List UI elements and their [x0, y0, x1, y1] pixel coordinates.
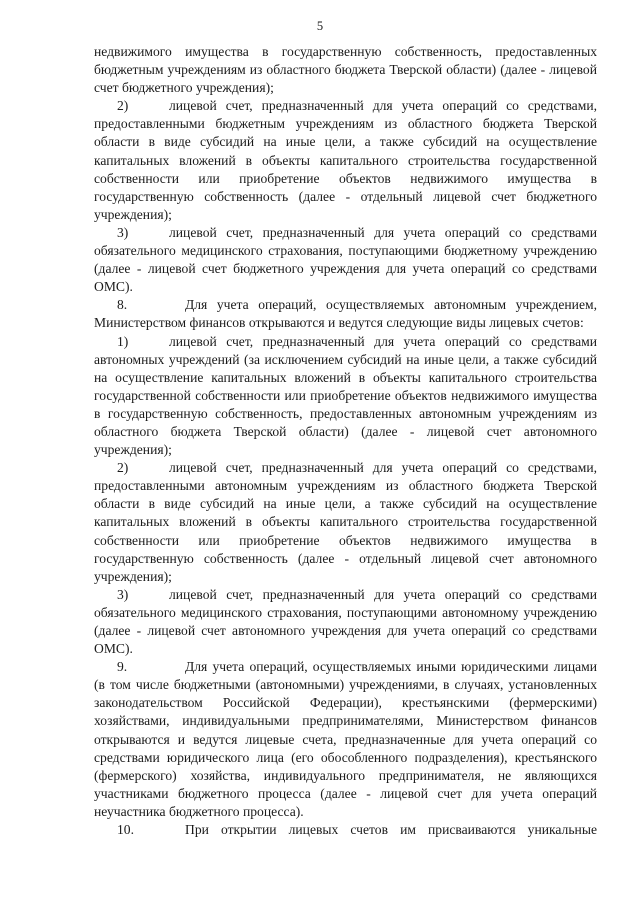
clause-number: 8.	[117, 297, 128, 313]
paragraph-continuation	[94, 43, 597, 97]
clause-8	[94, 296, 597, 332]
clause-9	[94, 658, 597, 821]
item-number: 3)	[117, 224, 129, 240]
paragraph-text: лицевой счет, предназначенный для учета операций со средствами обязательного медицинского страхования, поступающими автономному учреждению (далее - лицевой счет автономного учреждения для учета операций со средствами ОМС).	[94, 586, 597, 657]
list-item-1	[94, 333, 597, 460]
list-item-3	[94, 586, 597, 658]
clause-10	[94, 821, 597, 839]
paragraph-text: лицевой счет, предназначенный для учета операций со средствами, предоставленными бюджетным учреждениям из областного бюджета Тверской области в виде субсидий на иные цели, а также субсидий на осуществление капитальных вложений в объекты капитального строительства государственной собственности или приобретение объектов недвижимого имущества в государственную собственность (далее - отдельный лицевой счет бюджетного учреждения);	[94, 98, 597, 222]
paragraph-text: Для учета операций, осуществляемых автономным учреждением, Министерством финансов открываются и ведутся следующие виды лицевых счетов:	[94, 297, 597, 331]
item-number: 2)	[117, 98, 129, 114]
paragraph-text: недвижимого имущества в государственную собственность, предоставленных бюджетным учреждениям из областного бюджета Тверской области) (далее - лицевой счет бюджетного учреждения);	[94, 44, 597, 96]
paragraph-text: лицевой счет, предназначенный для учета операций со средствами, предоставленными автономным учреждениям из областного бюджета Тверской области в виде субсидий на иные цели, а также субсидий на осуществление капитальных вложений в объекты капитального строительства государственной собственности или приобретение объектов недвижимого имущества в государственную собственность (далее - отдельный лицевой счет автономного учреждения);	[94, 460, 597, 584]
paragraph-text: лицевой счет, предназначенный для учета операций со средствами автономных учреждений (за исключением субсидий на иные цели, а также субсидий на осуществление капитальных вложений в объекты капитального строительства государственной собственности или приобретение объектов недвижимого имущества в государственную собственность, предоставленных автономным учреждениям из областного бюджета Тверской области) (далее - лицевой счет автономного учреждения);	[94, 333, 597, 458]
list-item-2	[94, 97, 597, 224]
paragraph-text: При открытии лицевых счетов им присваиваются уникальные	[185, 822, 597, 838]
document-body	[94, 43, 597, 839]
item-number: 3)	[117, 586, 129, 602]
paragraph-text: Для учета операций, осуществляемых иными юридическими лицами (в том числе бюджетными (автономными) учреждениями, в случаях, установленных законодательством Российской Федерации), крестьянскими (фермерскими) хозяйствами, индивидуальными предпринимателями, Министерством финансов открываются и ведутся лицевые счета, предназначенные для учета операций со средствами юридического лица (его обособленного подразделения), крестьянского (фермерского) хозяйства, индивидуального предпринимателя, не являющихся участниками бюджетного процесса (далее - лицевой счет для учета операций неучастника бюджетного процесса).	[94, 659, 597, 819]
item-number: 1)	[117, 333, 129, 349]
paragraph-text: лицевой счет, предназначенный для учета операций со средствами обязательного медицинского страхования, поступающими бюджетному учреждению (далее - лицевой счет бюджетного учреждения для учета операций со средствами ОМС).	[94, 224, 597, 295]
list-item-3	[94, 224, 597, 296]
page-number: 5	[316, 19, 324, 33]
clause-number: 10.	[117, 822, 134, 838]
clause-number: 9.	[117, 659, 128, 675]
list-item-2	[94, 459, 597, 586]
item-number: 2)	[117, 460, 129, 476]
